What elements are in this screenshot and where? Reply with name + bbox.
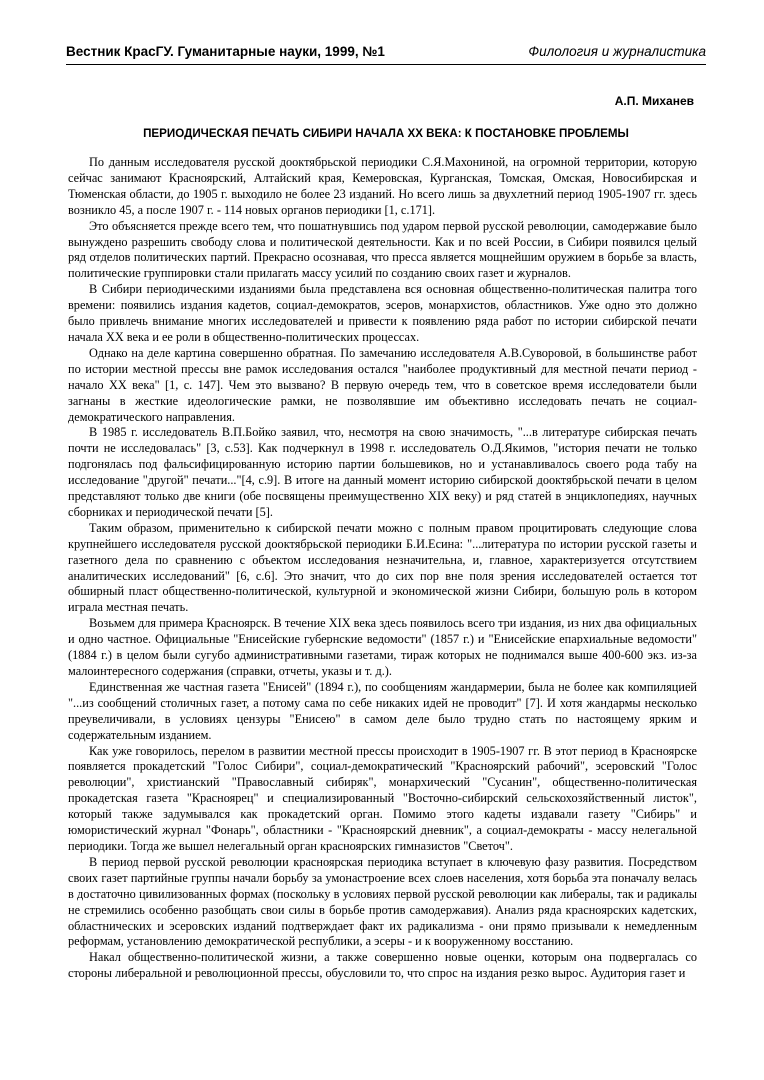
section-title: Филология и журналистика — [528, 44, 706, 59]
paragraph: В Сибири периодическими изданиями была представлена вся основная общественно-политическая палитра того времени: появились издания кадетов, социал-демократов, эсеров, монархистов, областников. Уже одно это должно было привлечь внимание многих исследователей и привести к появлению ряда работ по истории сибирской печати начала XX века и ее роли в общественно-политических процессах. — [68, 282, 697, 344]
journal-title: Вестник КрасГУ. Гуманитарные науки, 1999, №1 — [66, 44, 385, 59]
paragraph: Таким образом, применительно к сибирской печати можно с полным правом процитировать следующие слова крупнейшего исследователя русской дооктябрьской периодики Б.И.Есина: "...литература по истории русской газеты и газетного дела по сравнению с объектом исследования незначительна, и, главное, характеризуется отсутствием аналитических исследований" [6, с.6]. Это значит, что до сих пор вне поля зрения исследователей остается тот обширный пласт общественно-политической, культурной и экономической жизни Сибири, большую роль в котором играла местная печать. — [68, 520, 697, 615]
header-rule — [66, 64, 706, 65]
paragraph: Однако на деле картина совершенно обратная. По замечанию исследователя А.В.Суворовой, в большинстве работ по истории местной прессы вне рамок исследования остался "наиболее продуктивный для местной печати период - начало XX века" [1, с. 147]. Чем это вызвано? В первую очередь тем, что в советское время исследователи были загнаны в жесткие идеологические рамки, не позволявшие им объективно исследовать печать не социал-демократического направления. — [68, 345, 697, 424]
paragraph: Единственная же частная газета "Енисей" (1894 г.), по сообщениям жандармерии, была не более как компиляцией "...из сообщений столичных газет, а потому сама по себе никаких идей не проводит" [7]. И хотя жандармы несколько преувеличивали, в условиях цензуры "Енисею" в самом деле было трудно стать по настоящему ярким и содержательным изданием. — [68, 679, 697, 742]
paragraph: Возьмем для примера Красноярск. В течение XIX века здесь появилось всего три издания, из них два официальных и одно частное. Официальные "Енисейские губернские ведомости" (1857 г.) и "Енисейские епархиальные ведомости" (1884 г.) в целом были сугубо административными газетами, тираж которых не поднимался выше 400-600 экз. из-за малоинтересного содержания (справки, отчеты, указы и т. д.). — [68, 616, 697, 678]
article-author: А.П. Миханев — [614, 94, 694, 108]
paragraph: В период первой русской революции красноярская периодика вступает в ключевую фазу развития. Посредством своих газет партийные группы начали борьбу за умонастроение всех слоев населения, хотя борьба эта поначалу велась в достаточно цивилизованных формах (поскольку в условиях первой русской революции как либералы, так и радикалы не стремились особенно разобщать свои силы в борьбе против самодержавия). Анализ ряда красноярских кадетских, областнических и эсеровских изданий подтверждает факт их радикализма - они прямо призывали к немедленным реформам, установлению демократической республики, а эсеры - и к вооруженному восстанию. — [68, 854, 697, 949]
paragraph: Это объясняется прежде всего тем, что пошатнувшись под ударом первой русской революции, самодержавие было вынуждено разрешить свободу слова и политической деятельности. Как и по всей России, в Сибири появился целый ряд отделов политических партий. Прекрасно осознавая, что пресса является мощнейшим оружием в борьбе за власть, политические группировки стали прилагать массу усилий по созданию своих газет и журналов. — [68, 218, 697, 281]
article-title: ПЕРИОДИЧЕСКАЯ ПЕЧАТЬ СИБИРИ НАЧАЛА XX ВЕКА: К ПОСТАНОВКЕ ПРОБЛЕМЫ — [143, 127, 629, 140]
article-body — [68, 155, 697, 982]
paragraph: Как уже говорилось, перелом в развитии местной прессы происходит в 1905-1907 гг. В этот период в Красноярске появляется прокадетский "Голос Сибири", социал-демократический "Красноярский рабочий", эсеровский "Голос революции", христианский "Православный сибиряк", монархический "Сусанин", общественно-политическая прокадетская газета "Красноярец" и специализированный "Восточно-сибирский сельскохозяйственный листок", который также задумывался как прокадетский орган. Помимо этого кадеты издавали газету "Сибирь" и юмористический журнал "Фонарь", областники - "Красноярский дневник", а социал-демократы - массу нелегальной периодики. Тогда же вышел нелегальный орган красноярских гимназистов "Светоч". — [68, 743, 697, 853]
running-header — [66, 44, 706, 66]
paragraph: В 1985 г. исследователь В.П.Бойко заявил, что, несмотря на свою значимость, "...в литературе сибирская печать почти не исследовалась" [3, с.53]. Как подчеркнул в 1998 г. исследователь О.Д.Якимов, "история печати не только подгонялась под фальсифицированную историю партии большевиков, но и устанавливалось своего рода табу на исследование "другой" печати..."[4, с.9]. В итоге на данный момент историю сибирской дооктябрьской печати в целом представляют только две книги (обе посвящены преимущественно XIX веку) и ряд статей в энциклопедиях, научных сборниках и периодической печати [5]. — [68, 425, 697, 519]
paragraph: По данным исследователя русской дооктябрьской периодики С.Я.Махониной, на огромной территории, которую сейчас занимают Красноярский, Алтайский края, Кемеровская, Курганская, Томская, Омская, Новосибирская и Тюменская области, до 1905 г. выходило не более 23 изданий. Но всего лишь за двухлетний период 1905-1907 гг. здесь возникло 45, а после 1907 г. - 114 новых органов периодики [1, с.171]. — [68, 155, 697, 217]
paragraph: Накал общественно-политической жизни, а также совершенно новые оценки, которым она подвергалась со стороны либеральной и революционной прессы, обусловили то, что спрос на издания резко вырос. Аудитория газет и — [68, 950, 697, 981]
